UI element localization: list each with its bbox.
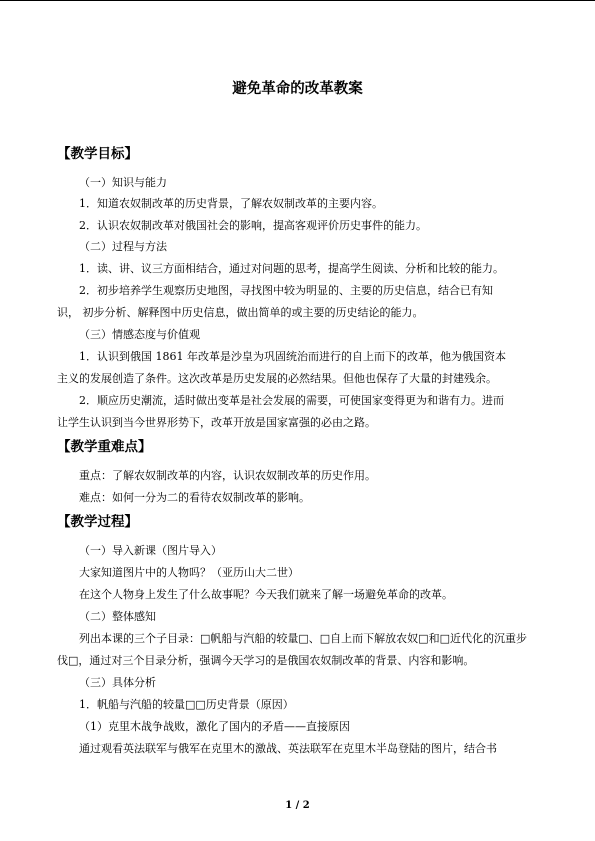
section-heading-process: 【教学过程】 — [57, 514, 138, 530]
goals-line: 识， 初步分析、解释图中历史信息，做出简单的或主要的历史结论的能力。 — [57, 306, 424, 319]
page-number: 1 / 2 — [285, 800, 310, 811]
process-line: （一）导入新课（图片导入） — [79, 544, 222, 557]
goals-line: 2．初步培养学生观察历史地图，寻找图中较为明显的、主要的历史信息，结合已有知 — [79, 284, 493, 297]
process-line: （1）克里木战争战败，激化了国内的矛盾——直接原因 — [79, 720, 350, 733]
goals-line: 主义的发展创造了条件。这次改革是历史发展的必然结果。但他也保存了大量的封建残余。 — [57, 372, 497, 385]
key-points-line: 难点：如何一分为二的看待农奴制改革的影响。 — [79, 491, 310, 504]
section-heading-key-points: 【教学重难点】 — [57, 439, 152, 455]
key-points-line: 重点：了解农奴制改革的内容，认识农奴制改革的历史作用。 — [79, 469, 376, 482]
process-line: 列出本课的三个子目录：□帆船与汽船的较量□、□自上而下解放农奴□和□近代化的沉重步 — [79, 632, 527, 645]
process-line: （三）具体分析 — [79, 676, 156, 689]
section-heading-goals: 【教学目标】 — [57, 146, 138, 162]
goals-line: （一）知识与能力 — [79, 176, 167, 189]
process-line: 伐□，通过对三个目录分析，强调今天学习的是俄国农奴制改革的背景、内容和影响。 — [57, 654, 475, 667]
goals-line: 1．认识到俄国 1861 年改革是沙皇为巩固统治而进行的自上而下的改革，他为俄国资本 — [79, 350, 506, 363]
goals-line: 1．读、讲、议三方面相结合，通过对问题的思考，提高学生阅读、分析和比较的能力。 — [79, 262, 504, 275]
process-line: 1．帆船与汽船的较量□□历史背景（原因） — [79, 698, 294, 711]
goals-line: 1．知道农奴制改革的历史背景，了解农奴制改革的主要内容。 — [79, 197, 383, 210]
process-line: 通过观看英法联军与俄军在克里木的激战、英法联军在克里木半岛登陆的图片，结合书 — [79, 742, 497, 755]
process-line: （二）整体感知 — [79, 610, 156, 623]
goals-line: （三）情感态度与价值观 — [79, 328, 200, 341]
goals-line: 2．认识农奴制改革对俄国社会的影响，提高客观评价历史事件的能力。 — [79, 219, 427, 232]
goals-line: （二）过程与方法 — [79, 240, 167, 253]
goals-line: 2．顺应历史潮流，适时做出变革是社会发展的需要，可使国家变得更为和谐有力。进而 — [79, 394, 504, 407]
top-rule — [0, 0, 595, 1]
goals-line: 让学生认识到当今世界形势下，改革开放是国家富强的必由之路。 — [57, 416, 376, 429]
process-line: 大家知道图片中的人物吗？（亚历山大二世） — [79, 566, 299, 579]
document-title: 避免革命的改革教案 — [232, 81, 363, 97]
process-line: 在这个人物身上发生了什么故事呢？今天我们就来了解一场避免革命的改革。 — [79, 588, 453, 601]
